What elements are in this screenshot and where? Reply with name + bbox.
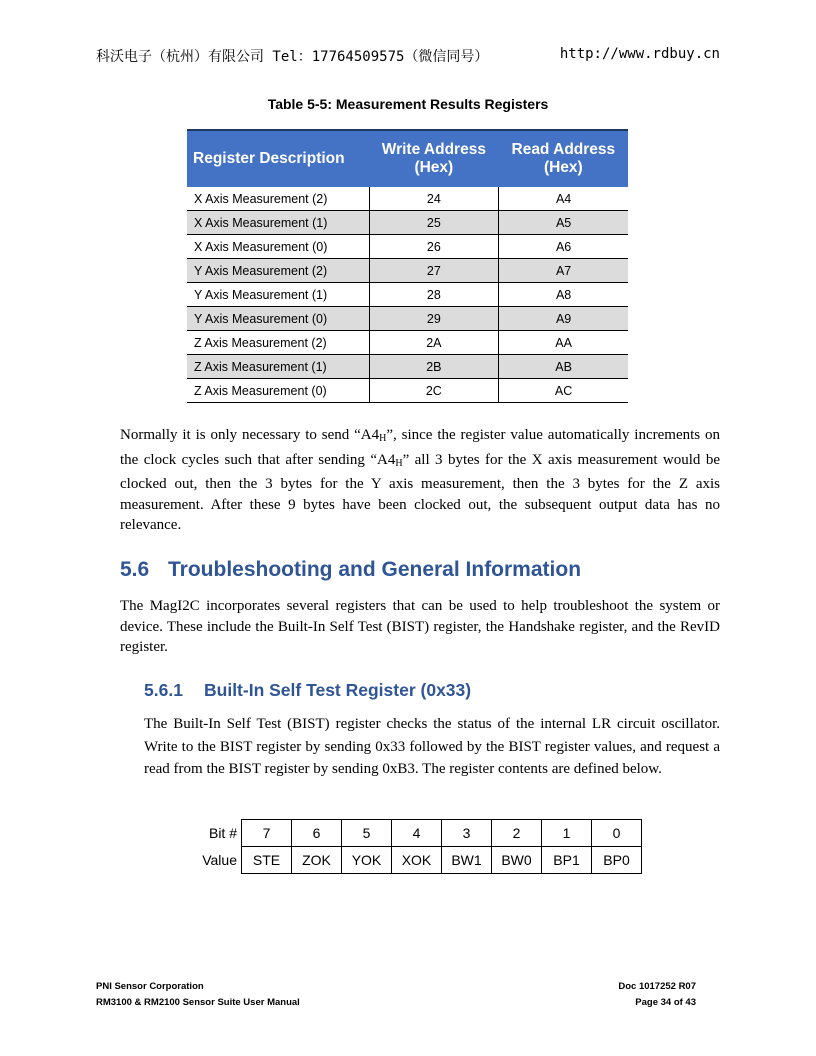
write-address: 27 bbox=[369, 259, 499, 283]
footer-doc-number: Doc 1017252 R07 bbox=[618, 981, 696, 992]
register-description: Y Axis Measurement (0) bbox=[187, 307, 369, 331]
read-address: AA bbox=[499, 331, 628, 355]
footer-page-number: Page 34 of 43 bbox=[635, 997, 696, 1008]
table-row bbox=[187, 355, 628, 379]
write-address: 2B bbox=[369, 355, 499, 379]
page-header bbox=[96, 46, 720, 68]
subsection-heading bbox=[144, 680, 471, 701]
register-description: Y Axis Measurement (2) bbox=[187, 259, 369, 283]
write-address: 26 bbox=[369, 235, 499, 259]
table-caption: Table 5-5: Measurement Results Registers bbox=[267, 96, 549, 112]
subsection-number: 5.6.1 bbox=[144, 680, 183, 700]
bit-number: 6 bbox=[292, 820, 342, 847]
bit-value: BW0 bbox=[492, 847, 542, 874]
write-address: 25 bbox=[369, 211, 499, 235]
bit-value: BW1 bbox=[442, 847, 492, 874]
write-address: 2A bbox=[369, 331, 499, 355]
hex-subscript: H bbox=[395, 457, 403, 469]
bit-number: 0 bbox=[592, 820, 642, 847]
table-row bbox=[187, 379, 628, 403]
bit-number: 2 bbox=[492, 820, 542, 847]
table-row bbox=[187, 235, 628, 259]
read-address: A7 bbox=[499, 259, 628, 283]
subsection-body: The Built-In Self Test (BIST) register checks the status of the internal LR circuit oscillator. Write to the BIST register by sending 0x33 followed by the BIST register values, and request a read from the BIST register by sending 0xB3. The register contents are defined below. bbox=[144, 716, 720, 777]
bit-value-row bbox=[186, 847, 642, 874]
bit-value: BP1 bbox=[542, 847, 592, 874]
para1-text-2: ”, since the register value automatically increments on the clock cycles such that after sending “A4 bbox=[120, 427, 720, 468]
section-number: 5.6 bbox=[120, 558, 150, 581]
register-description: X Axis Measurement (2) bbox=[187, 187, 369, 211]
bit-row-label: Bit # bbox=[208, 825, 237, 841]
bist-register-table bbox=[186, 819, 642, 874]
register-description: X Axis Measurement (0) bbox=[187, 235, 369, 259]
footer-manual-title: RM3100 & RM2100 Sensor Suite User Manual bbox=[96, 997, 300, 1008]
register-description: Z Axis Measurement (2) bbox=[187, 331, 369, 355]
section-title: Troubleshooting and General Information bbox=[168, 558, 582, 581]
section-heading bbox=[120, 558, 581, 582]
read-address: AB bbox=[499, 355, 628, 379]
hex-subscript: H bbox=[379, 433, 387, 444]
write-address: 28 bbox=[369, 283, 499, 307]
table-header-row bbox=[187, 130, 628, 187]
register-description: Z Axis Measurement (1) bbox=[187, 355, 369, 379]
header-read-address: Read Address (Hex) bbox=[499, 130, 628, 187]
table-row bbox=[187, 307, 628, 331]
bit-value: ZOK bbox=[292, 847, 342, 874]
bit-number: 1 bbox=[542, 820, 592, 847]
bit-number: 7 bbox=[242, 820, 292, 847]
bit-value: YOK bbox=[342, 847, 392, 874]
table-row bbox=[187, 283, 628, 307]
measurement-registers-table bbox=[187, 129, 628, 403]
footer-left bbox=[96, 979, 300, 1011]
write-address: 24 bbox=[369, 187, 499, 211]
section-body: The MagI2C incorporates several registers that can be used to help troubleshoot the system or device. These include the Built-In Self Test (BIST) register, the Handshake register, and the RevID register. bbox=[120, 598, 720, 655]
para1-text-1: Normally it is only necessary to send “A4 bbox=[120, 427, 380, 443]
header-url: http://www.rdbuy.cn bbox=[559, 46, 720, 62]
bit-value: XOK bbox=[392, 847, 442, 874]
read-address: AC bbox=[499, 379, 628, 403]
write-address: 2C bbox=[369, 379, 499, 403]
footer-right bbox=[618, 979, 696, 1011]
header-register-description: Register Description bbox=[187, 130, 369, 187]
read-address: A4 bbox=[499, 187, 628, 211]
table-row bbox=[187, 211, 628, 235]
header-write-address: Write Address (Hex) bbox=[369, 130, 499, 187]
header-company-contact: 科沃电子（杭州）有限公司 Tel：17764509575（微信同号） bbox=[96, 49, 489, 65]
table-row bbox=[187, 259, 628, 283]
write-address: 29 bbox=[369, 307, 499, 331]
read-address: A5 bbox=[499, 211, 628, 235]
table-row bbox=[187, 187, 628, 211]
bit-number-row bbox=[186, 820, 642, 847]
read-address: A6 bbox=[499, 235, 628, 259]
bit-value: BP0 bbox=[592, 847, 642, 874]
read-address: A9 bbox=[499, 307, 628, 331]
subsection-title: Built-In Self Test Register (0x33) bbox=[204, 680, 472, 700]
bit-number: 5 bbox=[342, 820, 392, 847]
bit-number: 3 bbox=[442, 820, 492, 847]
register-description: Y Axis Measurement (1) bbox=[187, 283, 369, 307]
register-read-explanation bbox=[120, 425, 720, 536]
table-row bbox=[187, 331, 628, 355]
value-row-label: Value bbox=[202, 852, 237, 868]
bit-number: 4 bbox=[392, 820, 442, 847]
para1-text-3: ” all 3 bytes for the X axis measurement would be clocked out, then the 3 bytes for the Y axis measurement, then the 3 bytes for the Z axis measurement. After these 9 bytes have been clocked out, the subsequent output data has no relevance. bbox=[120, 451, 720, 533]
read-address: A8 bbox=[499, 283, 628, 307]
register-description: X Axis Measurement (1) bbox=[187, 211, 369, 235]
bit-value: STE bbox=[242, 847, 292, 874]
footer-company: PNI Sensor Corporation bbox=[96, 981, 204, 992]
register-description: Z Axis Measurement (0) bbox=[187, 379, 369, 403]
